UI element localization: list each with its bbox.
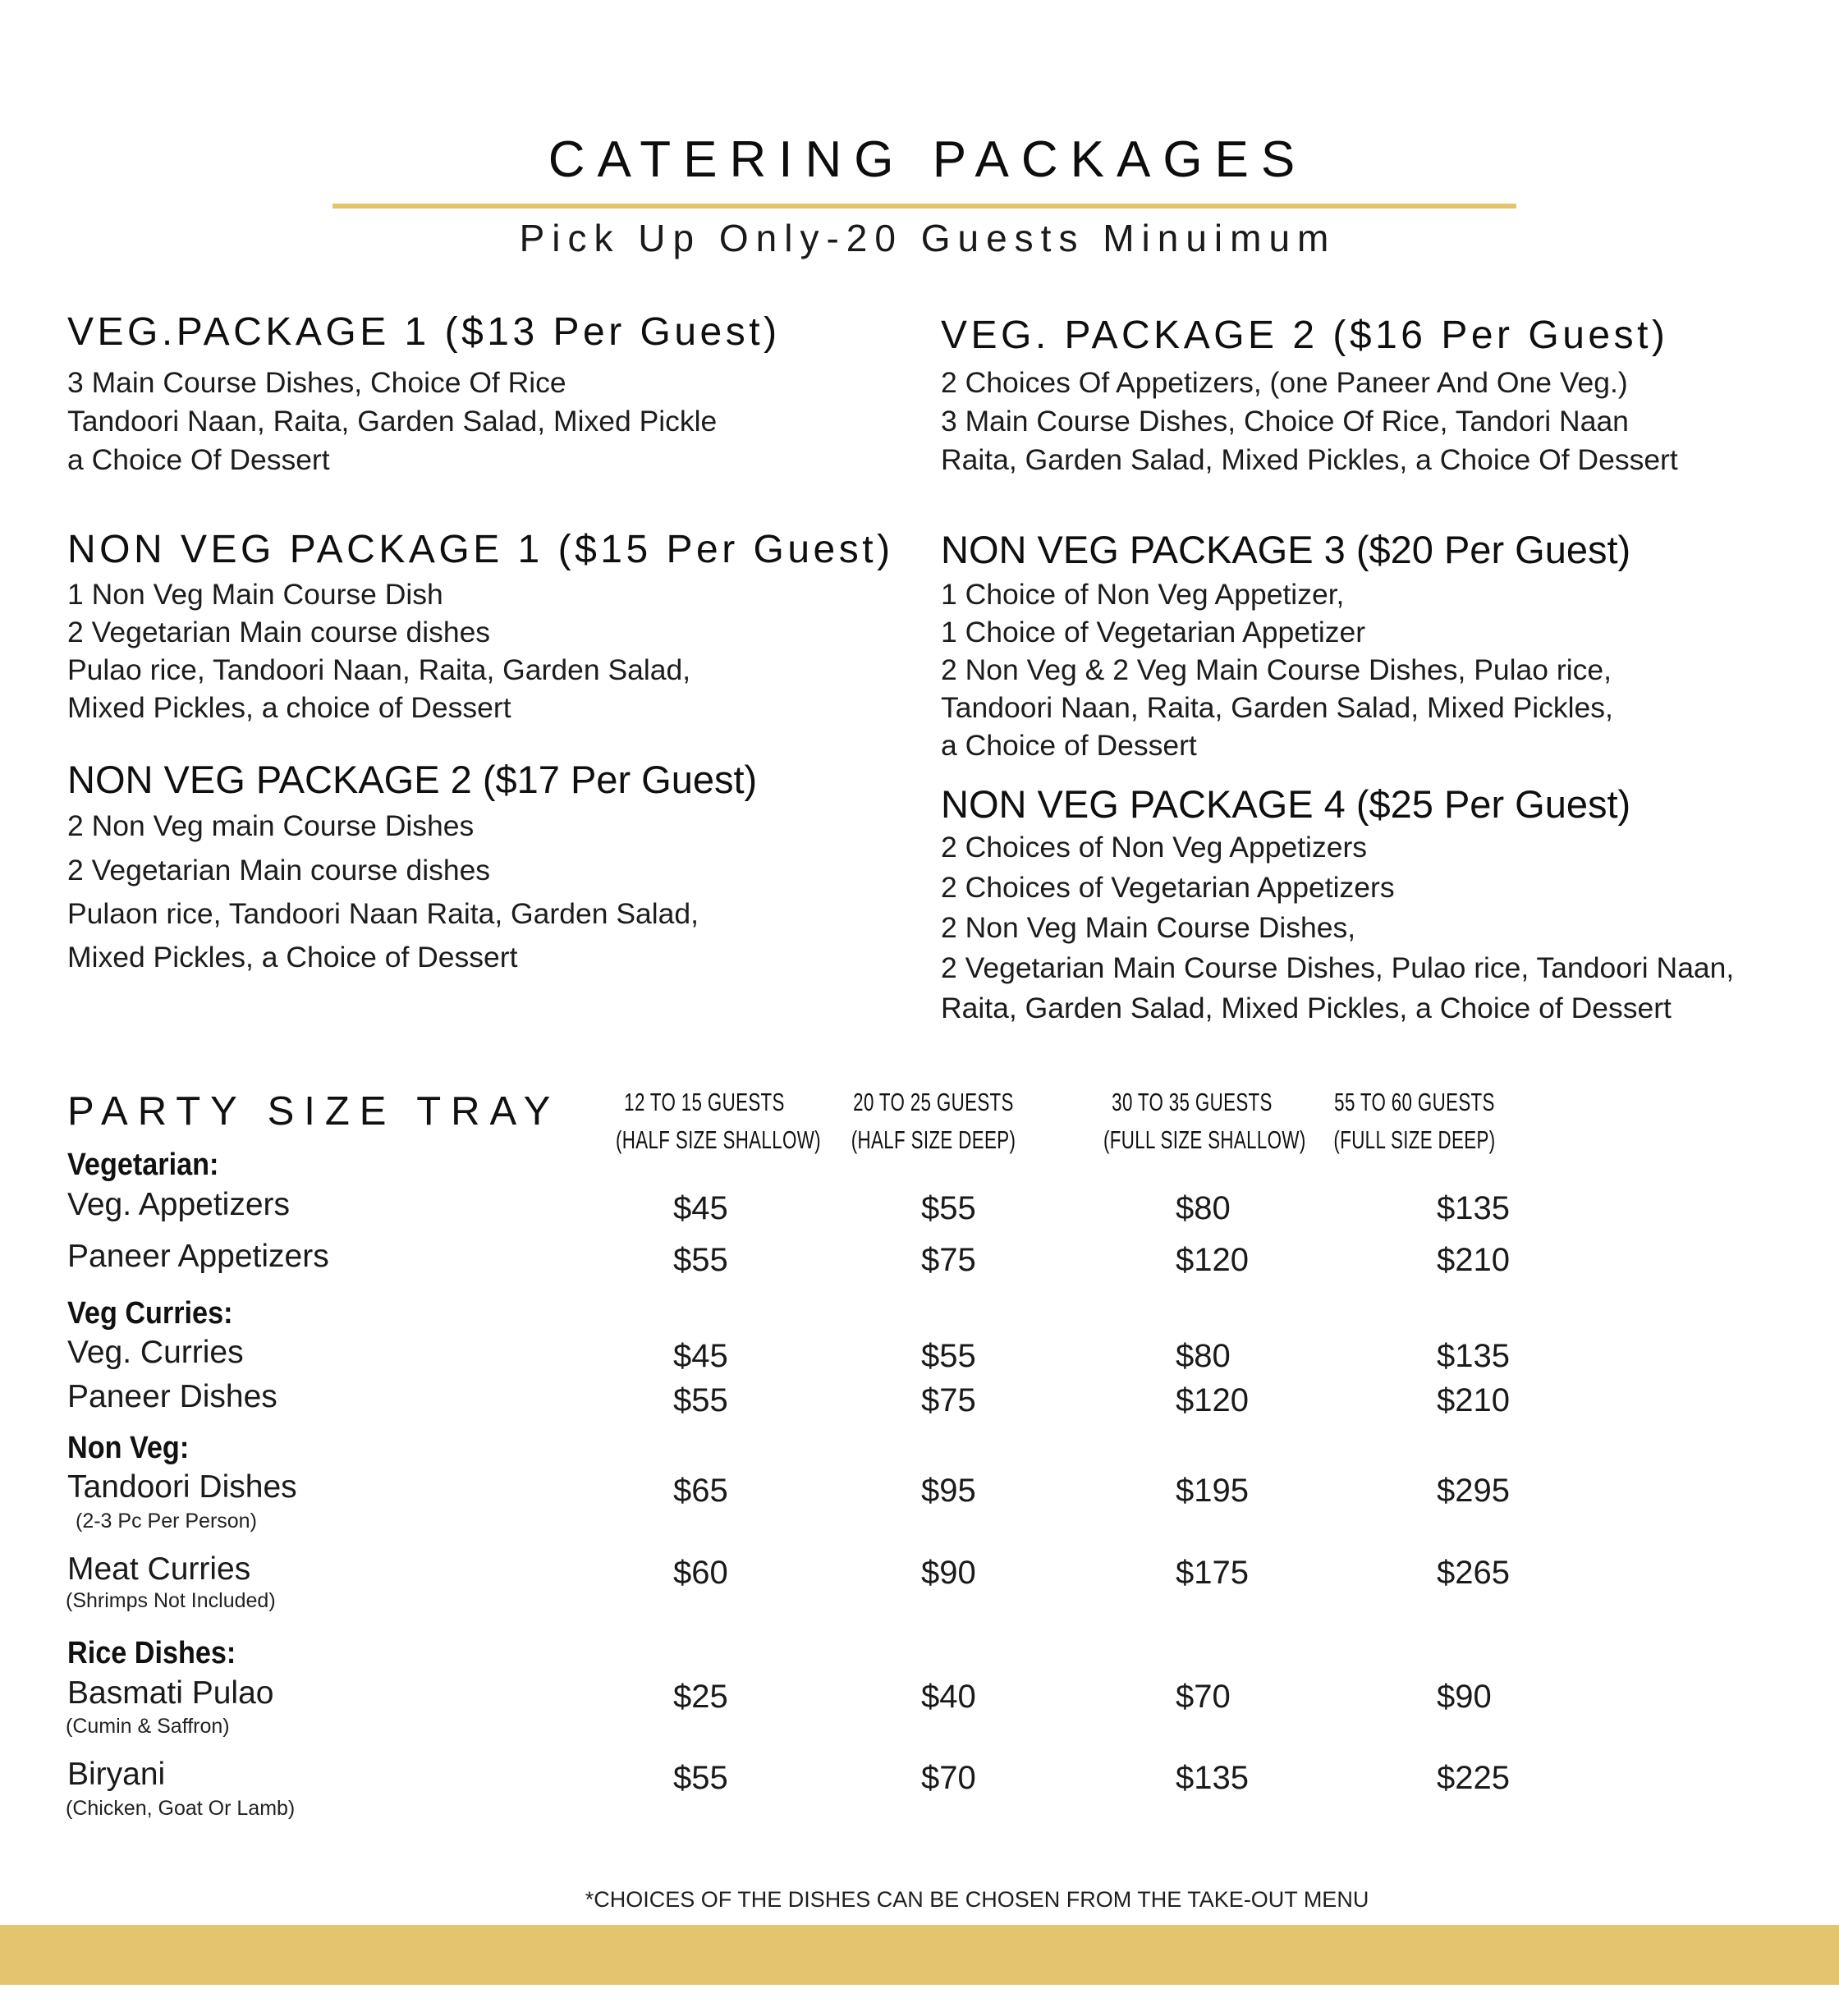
package-line: Mixed Pickles, a choice of Dessert: [67, 691, 511, 724]
price-cell: $120: [1176, 1382, 1249, 1418]
package-line: 2 Choices of Non Veg Appetizers: [941, 831, 1368, 864]
price-cell: $135: [1437, 1190, 1510, 1226]
price-cell: $95: [921, 1473, 976, 1509]
package-line: a Choice Of Dessert: [67, 443, 330, 476]
price-cell: $80: [1176, 1338, 1231, 1374]
item-name: Basmati Pulao: [67, 1675, 274, 1711]
column-tray-size: (HALF SIZE DEEP): [851, 1125, 1016, 1154]
price-cell: $175: [1176, 1555, 1249, 1591]
price-cell: $295: [1437, 1473, 1510, 1509]
item-name: Paneer Appetizers: [67, 1239, 329, 1274]
column-tray-size: (FULL SIZE DEEP): [1333, 1125, 1496, 1154]
package-line: Raita, Garden Salad, Mixed Pickles, a Choice Of Dessert: [941, 443, 1678, 476]
package-line: Pulao rice, Tandoori Naan, Raita, Garden Salad,: [67, 653, 691, 686]
package-line: a Choice of Dessert: [941, 729, 1197, 762]
package-heading: NON VEG PACKAGE 4 ($25 Per Guest): [941, 782, 1631, 826]
item-name: Biryani: [67, 1757, 166, 1792]
bottom-accent-bar: [0, 1925, 1839, 1985]
price-cell: $90: [1437, 1679, 1492, 1715]
price-cell: $120: [1176, 1242, 1249, 1278]
package-heading: NON VEG PACKAGE 1 ($15 Per Guest): [67, 528, 894, 571]
item-note: (Cumin & Saffron): [66, 1715, 230, 1738]
package-line: 3 Main Course Dishes, Choice Of Rice: [67, 366, 566, 399]
column-tray-size: (HALF SIZE SHALLOW): [616, 1125, 821, 1154]
page-subtitle: Pick Up Only-20 Guests Minuimum: [519, 217, 1337, 259]
item-name: Veg. Appetizers: [67, 1187, 291, 1222]
price-cell: $90: [921, 1555, 976, 1591]
column-guests: 55 TO 60 GUESTS: [1334, 1088, 1495, 1116]
item-name: Veg. Curries: [67, 1335, 244, 1370]
package-line: 2 Vegetarian Main Course Dishes, Pulao rice, Tandoori Naan,: [941, 951, 1735, 984]
item-name: Tandoori Dishes: [67, 1469, 297, 1505]
price-cell: $65: [673, 1473, 728, 1509]
category-vegetarian: Vegetarian:: [67, 1148, 219, 1182]
package-line: 3 Main Course Dishes, Choice Of Rice, Tandori Naan: [941, 405, 1629, 438]
package-line: Pulaon rice, Tandoori Naan Raita, Garden Salad,: [67, 897, 699, 930]
package-line: 2 Vegetarian Main course dishes: [67, 616, 491, 648]
price-cell: $55: [921, 1338, 976, 1374]
category-rice-dishes: Rice Dishes:: [67, 1636, 236, 1670]
price-cell: $135: [1437, 1338, 1510, 1374]
price-cell: $45: [673, 1190, 728, 1226]
price-cell: $25: [673, 1679, 728, 1715]
package-line: Tandoori Naan, Raita, Garden Salad, Mixed Pickle: [67, 405, 718, 438]
price-cell: $40: [921, 1679, 976, 1715]
price-cell: $210: [1437, 1242, 1510, 1278]
package-line: 2 Non Veg & 2 Veg Main Course Dishes, Pulao rice,: [941, 653, 1612, 686]
price-cell: $135: [1176, 1760, 1249, 1796]
package-heading: VEG. PACKAGE 2 ($16 Per Guest): [941, 314, 1669, 357]
price-cell: $75: [921, 1242, 976, 1278]
package-heading: NON VEG PACKAGE 2 ($17 Per Guest): [67, 758, 758, 801]
package-heading: VEG.PACKAGE 1 ($13 Per Guest): [67, 310, 781, 354]
item-note: (Chicken, Goat Or Lamb): [66, 1797, 296, 1820]
page-title: CATERING PACKAGES: [548, 131, 1308, 188]
item-name: Meat Curries: [67, 1551, 251, 1587]
item-note: (Shrimps Not Included): [66, 1589, 276, 1612]
price-cell: $210: [1437, 1382, 1510, 1418]
package-line: 1 Non Veg Main Course Dish: [67, 578, 443, 611]
price-cell: $80: [1176, 1190, 1231, 1226]
package-line: 2 Non Veg Main Course Dishes,: [941, 911, 1356, 944]
package-line: Tandoori Naan, Raita, Garden Salad, Mixed Pickles,: [941, 691, 1613, 724]
price-cell: $70: [921, 1760, 976, 1796]
price-cell: $45: [673, 1338, 728, 1374]
footnote: *CHOICES OF THE DISHES CAN BE CHOSEN FROM THE TAKE-OUT MENU: [585, 1887, 1369, 1912]
column-header-half-shallow: [616, 1084, 821, 1159]
column-header-full-deep: [1326, 1084, 1503, 1159]
column-header-half-deep: [845, 1084, 1022, 1159]
column-guests: 12 TO 15 GUESTS: [624, 1088, 785, 1116]
price-cell: $55: [673, 1382, 728, 1418]
price-cell: $55: [673, 1760, 728, 1796]
package-line: 1 Choice of Vegetarian Appetizer: [941, 616, 1366, 648]
tray-section-title: PARTY SIZE TRAY: [67, 1089, 561, 1134]
package-line: 2 Vegetarian Main course dishes: [67, 854, 491, 887]
item-note: (2-3 Pc Per Person): [76, 1510, 257, 1533]
package-heading: NON VEG PACKAGE 3 ($20 Per Guest): [941, 528, 1631, 571]
category-veg-curries: Veg Curries:: [67, 1296, 233, 1331]
column-header-full-shallow: [1103, 1084, 1306, 1159]
price-cell: $60: [673, 1555, 728, 1591]
price-cell: $70: [1176, 1679, 1231, 1715]
category-non-veg: Non Veg:: [67, 1431, 190, 1465]
package-line: 2 Non Veg main Course Dishes: [67, 809, 475, 842]
column-tray-size: (FULL SIZE SHALLOW): [1103, 1125, 1306, 1154]
package-line: 2 Choices of Vegetarian Appetizers: [941, 871, 1395, 904]
price-cell: $195: [1176, 1473, 1249, 1509]
column-guests: 30 TO 35 GUESTS: [1112, 1088, 1273, 1116]
price-cell: $225: [1437, 1760, 1510, 1796]
item-name: Paneer Dishes: [67, 1379, 277, 1414]
price-cell: $55: [673, 1242, 728, 1278]
package-line: 2 Choices Of Appetizers, (one Paneer And One Veg.): [941, 366, 1628, 399]
package-line: Mixed Pickles, a Choice of Dessert: [67, 941, 518, 974]
price-cell: $265: [1437, 1555, 1510, 1591]
title-divider: [332, 204, 1516, 208]
package-line: 1 Choice of Non Veg Appetizer,: [941, 578, 1345, 611]
price-cell: $55: [921, 1190, 976, 1226]
price-cell: $75: [921, 1382, 976, 1418]
package-line: Raita, Garden Salad, Mixed Pickles, a Choice of Dessert: [941, 992, 1672, 1024]
column-guests: 20 TO 25 GUESTS: [853, 1088, 1014, 1116]
